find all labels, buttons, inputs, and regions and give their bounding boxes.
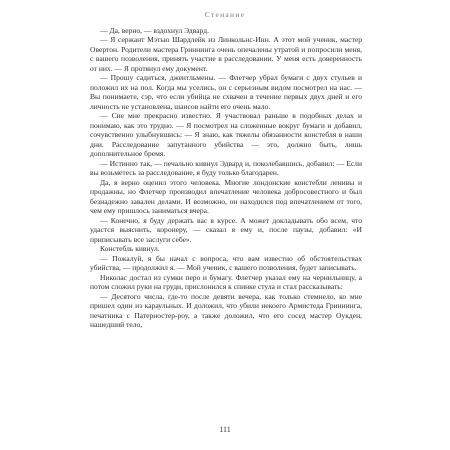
paragraph: — Я сержант Мэтью Шардлейк из Линкольнс-Инн. А этот мой ученик, мастер Овертон. Родители мастера Гриннинга очень опечалены утратой и попросили меня, с вашего позволения, принять участие в расследовании. У меня есть доверенность от них. — Я протянул ему документ.	[90, 35, 362, 73]
body-text	[90, 26, 362, 330]
paragraph: Констебль кивнул.	[100, 244, 160, 254]
paragraph: — Десятого числа, где-то после девяти вечера, как только стемнело, ко мне пришел один из караульных. И доложил, что убили некоего Армистеда Гриннинга, печатника с Патерностер-роу, а также доложил, что его сосед мастер Оукден, нашедший тело,	[90, 291, 362, 330]
running-title: Стенание	[204, 10, 246, 19]
paragraph: — Пожалуй, я бы начал с вопроса, что вам известно об обстоятельствах убийства, — продолжил я. — Мой ученик, с вашего позволения, будет записывать.	[90, 253, 362, 273]
paragraph: Николас достал из сумки перо и бумагу. Флетчер указал ему на чернильницу, а потом сложил руки на груди, прислонился к спинке стула и стал рассказывать:	[90, 272, 362, 292]
paragraph: — Прошу садиться, джентльмены. — Флетчер убрал бумаги с двух стульев и положил их на пол. Когда мы уселись, он с серьезным видом посмотрел на нас. — Вы понимаете, сэр, что если убийца не схвачен в течение первых двух дней и его личность не установлена, шансов найти его очень мало.	[90, 73, 362, 111]
paragraph: — Конечно, я буду держать вас в курсе. А может докладывать обо всем, что удастся выяснить, коронеру, — сказал я ему и, после паузы, добавил: «И приписывать все заслуги себе».	[90, 215, 362, 244]
paragraph: — Да, верно, — вздохнул Эдвард.	[100, 26, 209, 35]
page-number: 111	[219, 425, 231, 434]
paragraph: — Сие мне прекрасно известно. Я участвовал раньше в подобных делах и понимаю, как это трудно. — Я посмотрел на сложенные вокруг бумаги и добавил, сочувственно улыбнувшись: — Я знаю, как тяжелы обязанности констебля в наши дни. Расследование запутанного убийства — это, должно быть, лишь дополнительное бремя.	[90, 111, 362, 159]
paragraph: Да, я верно оценил этого человека. Многие лондонские констебли ленивы и продажны, но Флетчер производил впечатление человека добросовестного и был безнадежно завален делами. И возможно, он находился под впечатлением от того, чем ему пришлось заниматься вчера.	[90, 177, 362, 216]
paragraph: — Истинно так, — печально кивнул Эдвард и, поколебавшись, добавил: — Если вы возьметесь за расследование, я буду только благодарен.	[90, 158, 362, 178]
